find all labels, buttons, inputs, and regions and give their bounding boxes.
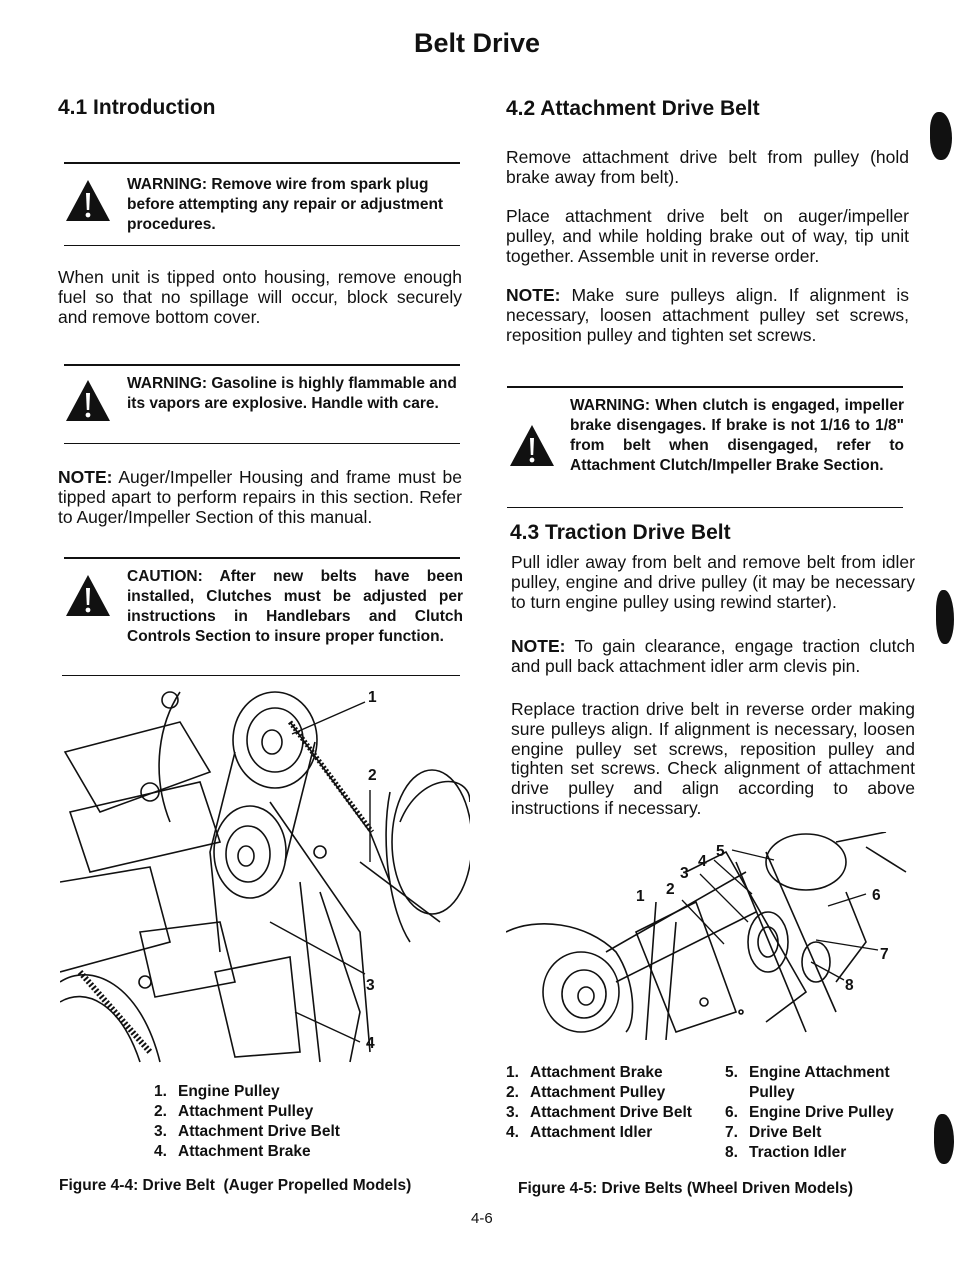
section-heading-attachment-drive-belt: 4.2 Attachment Drive Belt xyxy=(506,97,760,120)
list-item: 3. Attachment Drive Belt xyxy=(506,1104,692,1121)
figure-4-4-illustration xyxy=(60,682,470,1064)
attachment-paragraph-1: Remove attachment drive belt from pulley (hold brake away from belt). xyxy=(506,147,909,187)
note-pulley-alignment: NOTE: Make sure pulleys align. If alignment is necessary, loosen attachment pulley set screws, reposition pulley and tighten set screws. xyxy=(506,285,909,345)
warning-triangle-icon xyxy=(64,377,112,425)
callout-1: 1 xyxy=(368,689,377,706)
section-heading-traction-drive-belt: 4.3 Traction Drive Belt xyxy=(510,521,731,544)
warning-rule-top xyxy=(507,386,903,388)
figure-4-4-caption: Figure 4-4: Drive Belt (Auger Propelled Models) xyxy=(59,1177,412,1194)
note-housing: NOTE: Auger/Impeller Housing and frame must be tipped apart to perform repairs in this section. Refer to Auger/Impeller Section of this manual. xyxy=(58,467,462,527)
intro-paragraph: When unit is tipped onto housing, remove enough fuel so that no spillage will occur, block securely and remove bottom cover. xyxy=(58,267,462,327)
callout-6: 6 xyxy=(872,887,881,904)
callout-4: 4 xyxy=(698,853,707,870)
list-item: 3. Attachment Drive Belt xyxy=(154,1123,340,1140)
list-item: Pulley xyxy=(749,1084,795,1101)
figure-4-4-legend xyxy=(154,1082,340,1162)
figure-4-5-legend-col1 xyxy=(506,1063,692,1143)
list-item: 4. Attachment Idler xyxy=(506,1124,653,1141)
callout-4: 4 xyxy=(366,1035,375,1052)
attachment-paragraph-2: Place attachment drive belt on auger/impeller pulley, and while holding brake out of way, tip unit together. Assemble unit in reverse order. xyxy=(506,206,909,266)
traction-paragraph-1: Pull idler away from belt and remove belt from idler pulley, engine and drive pulley (it may be necessary to turn engine pulley using rewind starter). xyxy=(511,552,915,612)
traction-paragraph-2: Replace traction drive belt in reverse order making sure pulleys align. If alignment is necessary, loosen engine pulley set screws, reposition pulley and tighten set screws. Check alignment of attachment drive pulley and align according to above instructions if necessary. xyxy=(511,699,915,818)
figure-4-5-illustration xyxy=(506,832,910,1040)
note-clearance: NOTE: To gain clearance, engage traction clutch and pull back attachment idler arm clevis pin. xyxy=(511,636,915,676)
page-number: 4-6 xyxy=(471,1210,493,1227)
warning-rule-bottom xyxy=(64,443,460,444)
warning-rule-bottom xyxy=(507,507,903,508)
caution-rule-top xyxy=(64,557,460,559)
callout-1: 1 xyxy=(636,888,645,905)
warning-spark-plug: WARNING: Remove wire from spark plug before attempting any repair or adjustment procedures. xyxy=(127,176,444,233)
callout-3: 3 xyxy=(366,977,375,994)
list-item: 1. Engine Pulley xyxy=(154,1083,280,1100)
list-item: 4. Attachment Brake xyxy=(154,1143,311,1160)
callout-3: 3 xyxy=(680,865,689,882)
page-title: Belt Drive xyxy=(413,28,541,58)
warning-clutch-brake: WARNING: When clutch is engaged, impeller brake disengages. If brake is not 1/16 to 1/8" from belt when disengaged, refer to Attachment Clutch/Impeller Brake Section. xyxy=(570,397,904,474)
list-item: 2. Attachment Pulley xyxy=(506,1084,666,1101)
callout-5: 5 xyxy=(716,843,725,860)
scan-mark xyxy=(934,1114,954,1164)
callout-8: 8 xyxy=(845,977,854,994)
figure-4-5-legend-col2 xyxy=(725,1063,894,1163)
caution-rule-bottom xyxy=(62,675,460,676)
list-item: 2. Attachment Pulley xyxy=(154,1103,314,1120)
section-heading-introduction: 4.1 Introduction xyxy=(58,96,216,119)
warning-triangle-icon xyxy=(64,572,112,620)
callout-2: 2 xyxy=(368,767,377,784)
list-item: 8. Traction Idler xyxy=(725,1144,847,1161)
scan-mark xyxy=(930,112,952,160)
warning-triangle-icon xyxy=(64,177,112,225)
scan-mark xyxy=(936,590,954,644)
figure-4-5-caption: Figure 4-5: Drive Belts (Wheel Driven Models) xyxy=(518,1180,854,1197)
callout-2: 2 xyxy=(666,881,675,898)
list-item: 6. Engine Drive Pulley xyxy=(725,1104,894,1121)
list-item: 5. Engine Attachment xyxy=(725,1064,890,1081)
warning-triangle-icon xyxy=(508,422,556,470)
warning-gasoline: WARNING: Gasoline is highly flammable and its vapors are explosive. Handle with care. xyxy=(127,375,457,412)
caution-belts: CAUTION: After new belts have been installed, Clutches must be adjusted per instructions in Handlebars and Clutch Controls Section to insure proper function. xyxy=(127,568,463,645)
list-item: 7. Drive Belt xyxy=(725,1124,822,1141)
list-item: 1. Attachment Brake xyxy=(506,1064,663,1081)
warning-rule-bottom xyxy=(64,245,460,246)
callout-7: 7 xyxy=(880,946,889,963)
warning-rule-top xyxy=(64,162,460,164)
warning-rule-top xyxy=(64,364,460,366)
